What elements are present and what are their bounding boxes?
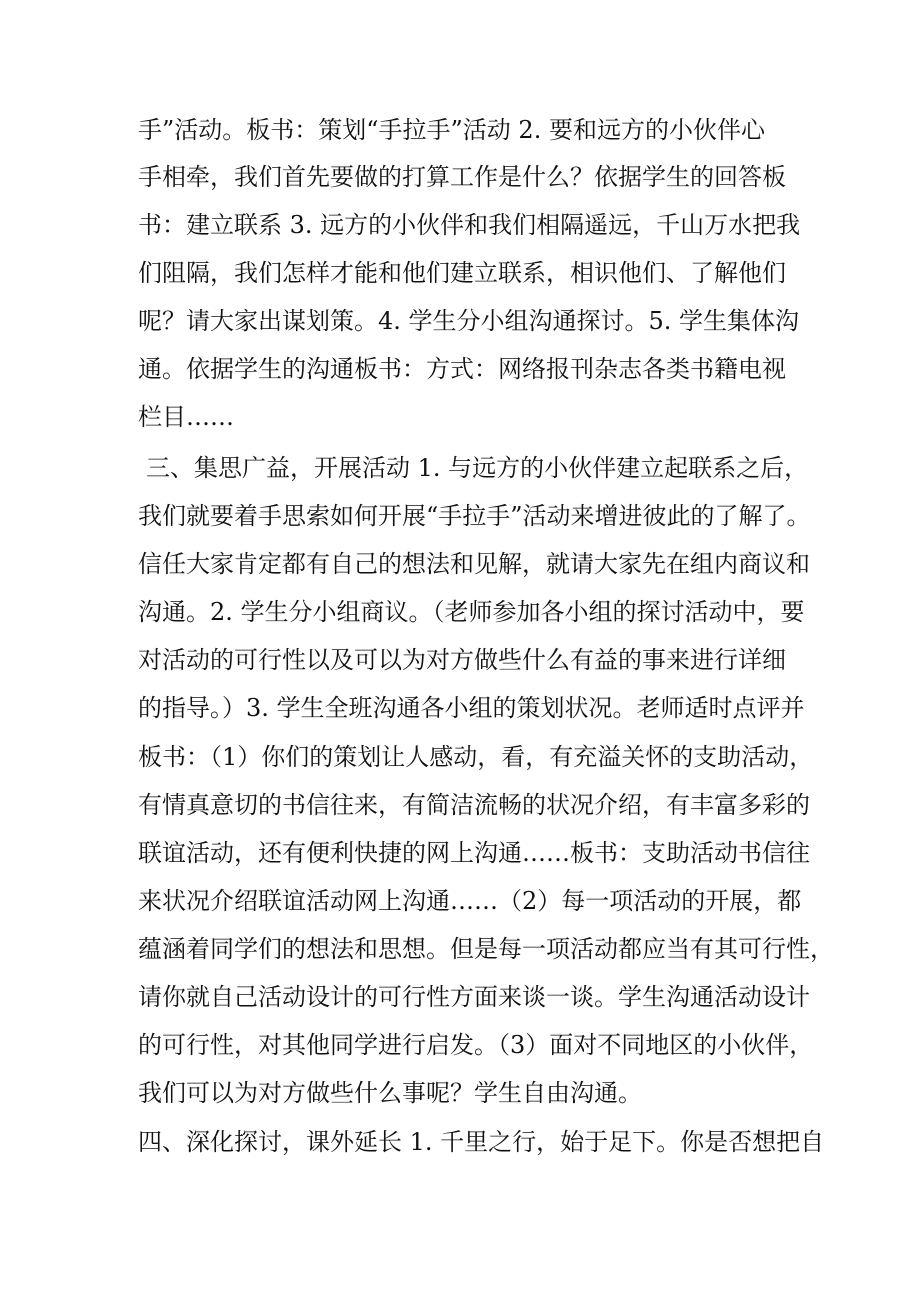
text-line: 对活动的可行性以及可以为对方做些什么有益的事来进行详细 bbox=[138, 646, 786, 674]
section-heading-three: 三、集思广益，开展活动 1. 与远方的小伙伴建立起联系之后， bbox=[146, 454, 809, 482]
text-line: 我们就要着手思索如何开展“手拉手”活动来增进彼此的了解了。 bbox=[138, 502, 811, 530]
text-line: 栏目…… bbox=[138, 403, 234, 431]
text-line: 请你就自己活动设计的可行性方面来谈一谈。学生沟通活动设计 bbox=[138, 983, 810, 1011]
text-line: 手相牵，我们首先要做的打算工作是什么？依据学生的回答板 bbox=[138, 163, 786, 191]
text-line: 手”活动。板书：策划“手拉手”活动 2. 要和远方的小伙伴心 bbox=[138, 116, 765, 144]
text-line: 们阻隔，我们怎样才能和他们建立联系，相识他们、了解他们 bbox=[138, 259, 786, 287]
text-line: 蕴涵着同学们的想法和思想。但是每一项活动都应当有其可行性， bbox=[138, 935, 834, 963]
text-line: 呢？请大家出谋划策。4. 学生分小组沟通探讨。5. 学生集体沟 bbox=[138, 307, 800, 335]
text-line: 通。依据学生的沟通板书：方式：网络报刊杂志各类书籍电视 bbox=[138, 355, 786, 383]
text-line: 联谊活动，还有便利快捷的网上沟通……板书：支助活动书信往 bbox=[138, 839, 810, 867]
text-line: 书：建立联系 3. 远方的小伙伴和我们相隔遥远，千山万水把我 bbox=[138, 211, 801, 239]
text-line: 的指导。）3. 学生全班沟通各小组的策划状况。老师适时点评并 bbox=[138, 694, 805, 722]
text-line: 有情真意切的书信往来，有简洁流畅的状况介绍，有丰富多彩的 bbox=[138, 791, 810, 819]
text-line: 沟通。2. 学生分小组商议。（老师参加各小组的探讨活动中，要 bbox=[138, 598, 805, 626]
section-heading-four: 四、深化探讨，课外延长 1. 千里之行，始于足下。你是否想把自 bbox=[138, 1128, 825, 1156]
text-line: 来状况介绍联谊活动网上沟通……（2）每一项活动的开展，都 bbox=[138, 887, 802, 915]
text-line: 我们可以为对方做些什么事呢？学生自由沟通。 bbox=[138, 1079, 642, 1107]
text-line: 板书：（1）你们的策划让人感动，看，有充溢关怀的支助活动， bbox=[138, 743, 814, 771]
text-line: 信任大家肯定都有自己的想法和见解，就请大家先在组内商议和 bbox=[138, 550, 810, 578]
text-line: 的可行性，对其他同学进行启发。（3）面对不同地区的小伙伴， bbox=[138, 1031, 814, 1059]
